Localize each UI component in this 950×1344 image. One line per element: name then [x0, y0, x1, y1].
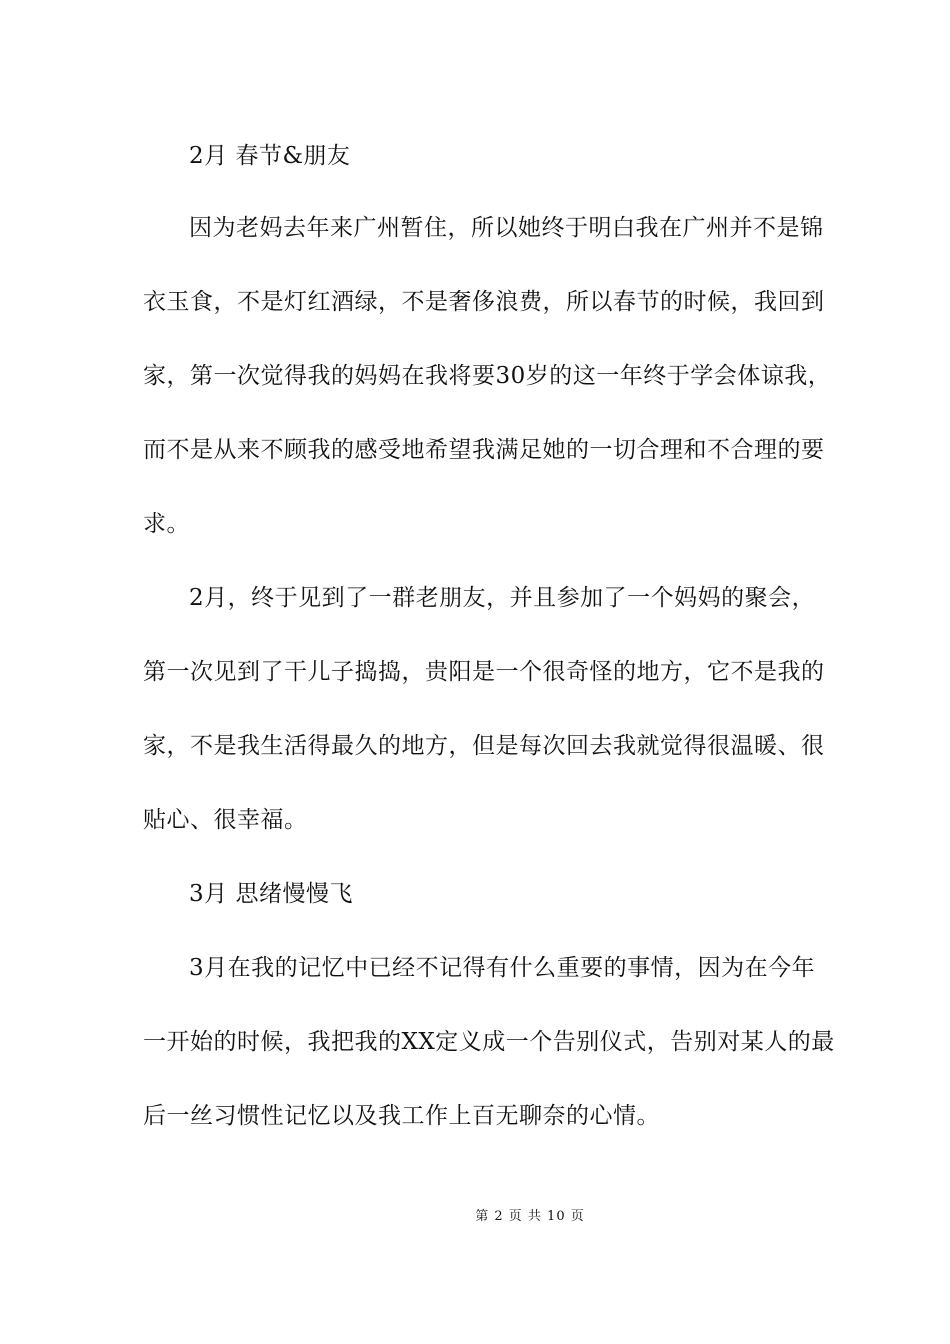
paragraph-line: 后一丝习惯性记忆以及我工作上百无聊奈的心情。 [143, 1103, 660, 1129]
page-footer: 第 2 页 共 10 页 [475, 1209, 585, 1224]
paragraph-line: 家，第一次觉得我的妈妈在我将要30岁的这一年终于学会体谅我， [143, 363, 832, 389]
paragraph-line: 衣玉食，不是灯红酒绿，不是奢侈浪费，所以春节的时候，我回到 [143, 289, 825, 315]
section-heading-march: 3月 思绪慢慢飞 [189, 881, 353, 907]
paragraph-line: 3月在我的记忆中已经不记得有什么重要的事情，因为在今年 [189, 955, 816, 981]
paragraph-line: 第一次见到了干儿子捣捣，贵阳是一个很奇怪的地方，它不是我的 [143, 659, 825, 685]
paragraph-line: 求。 [143, 511, 190, 537]
paragraph-line: 一开始的时候，我把我的XX定义成一个告别仪式，告别对某人的最 [143, 1029, 835, 1055]
paragraph-line: 2月，终于见到了一群老朋友，并且参加了一个妈妈的聚会， [189, 585, 816, 611]
paragraph-line: 而不是从来不顾我的感受地希望我满足她的一切合理和不合理的要 [143, 437, 825, 463]
paragraph-line: 家，不是我生活得最久的地方，但是每次回去我就觉得很温暖、很 [143, 733, 825, 759]
section-heading-february: 2月 春节&朋友 [189, 143, 351, 169]
paragraph-line: 因为老妈去年来广州暂住，所以她终于明白我在广州并不是锦 [189, 215, 824, 241]
paragraph-line: 贴心、很幸福。 [143, 807, 308, 833]
